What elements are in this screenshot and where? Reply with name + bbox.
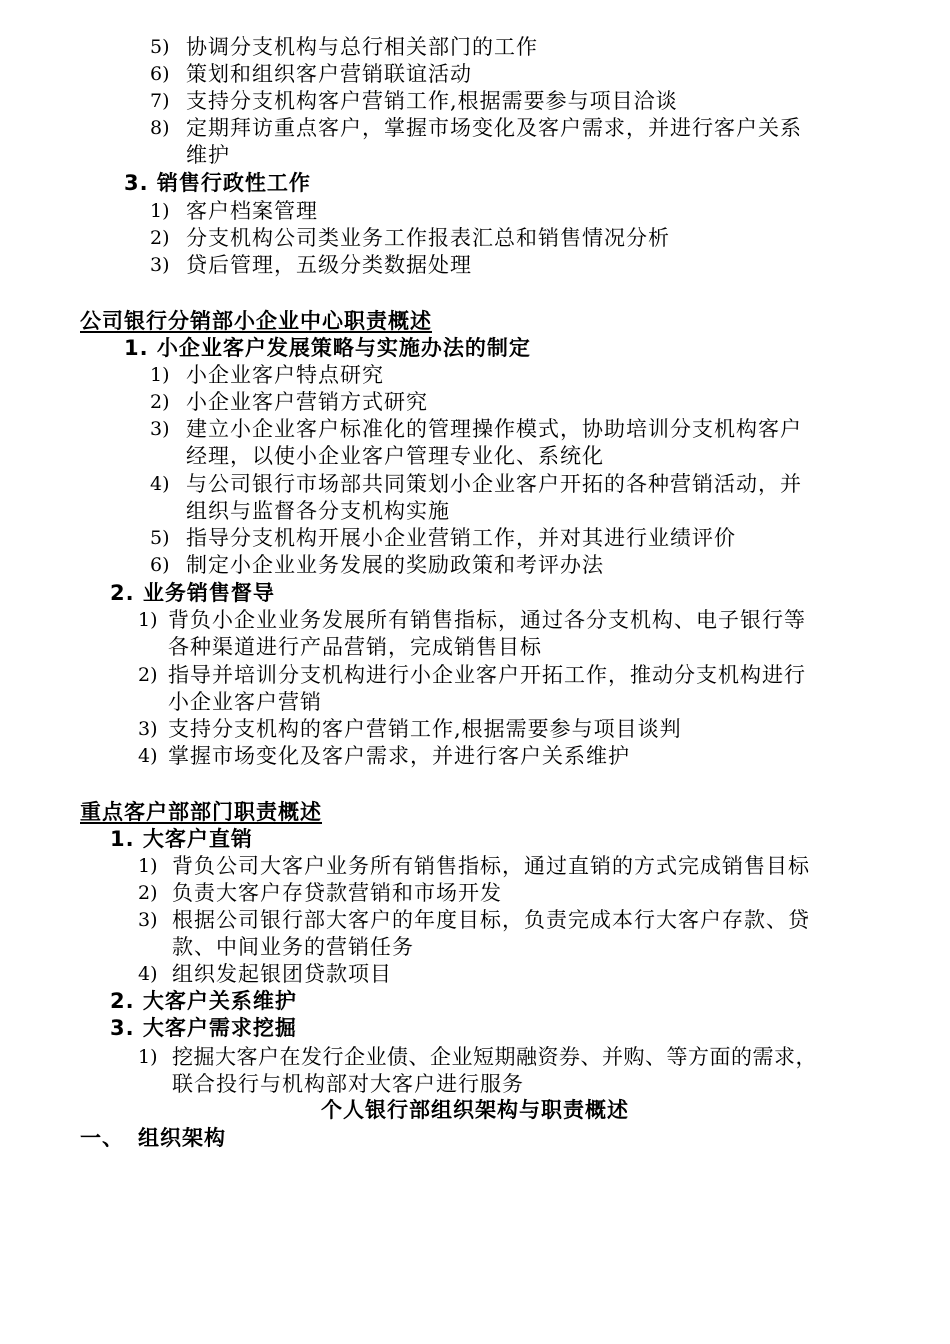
list-item-text: 贷后管理，五级分类数据处理 — [186, 253, 472, 277]
list-item-number: 4) — [138, 745, 158, 767]
list-item-text: 建立小企业客户标准化的管理操作模式，协助培训分支机构客户 — [186, 417, 802, 441]
list-item-continuation: 联合投行与机构部对大客户进行服务 — [172, 1072, 524, 1096]
subsection-heading: 3. 销售行政性工作 — [124, 171, 311, 195]
list-item-number: 7) — [150, 90, 170, 112]
list-item-text: 根据公司银行部大客户的年度目标，负责完成本行大客户存款、贷 — [172, 908, 810, 932]
list-item-number: 3) — [138, 718, 158, 740]
list-item-text: 支持分支机构客户营销工作,根据需要参与项目洽谈 — [186, 89, 678, 113]
list-item-text: 小企业客户特点研究 — [186, 363, 384, 387]
list-item-text: 挖掘大客户在发行企业债、企业短期融资券、并购、等方面的需求， — [172, 1045, 817, 1069]
section-heading: 组织架构 — [138, 1126, 226, 1150]
list-item-number: 3) — [150, 418, 170, 440]
list-item-continuation: 经理，以使小企业客户管理专业化、系统化 — [186, 444, 604, 468]
list-item-number: 5) — [150, 36, 170, 58]
list-item-number: 1) — [138, 609, 158, 631]
list-item-number: 8) — [150, 117, 170, 139]
list-item-continuation: 款、中间业务的营销任务 — [172, 935, 414, 959]
list-item-text: 客户档案管理 — [186, 199, 318, 223]
list-item-number: 2) — [150, 227, 170, 249]
list-item-text: 指导分支机构开展小企业营销工作，并对其进行业绩评价 — [186, 526, 736, 550]
list-item-number: 3) — [150, 254, 170, 276]
subsection-heading: 1. 大客户直销 — [110, 827, 253, 851]
list-item-number: 1) — [150, 200, 170, 222]
list-item-text: 协调分支机构与总行相关部门的工作 — [186, 35, 538, 59]
list-item-continuation: 小企业客户营销 — [168, 690, 322, 714]
list-item-text: 支持分支机构的客户营销工作,根据需要参与项目谈判 — [168, 717, 682, 741]
subsection-heading: 2. 业务销售督导 — [110, 581, 275, 605]
subsection-heading: 2. 大客户关系维护 — [110, 989, 297, 1013]
list-item-number: 2) — [150, 391, 170, 413]
page-title: 个人银行部组织架构与职责概述 — [321, 1098, 629, 1122]
list-item-continuation: 组织与监督各分支机构实施 — [186, 499, 450, 523]
list-item-text: 背负小企业业务发展所有销售指标，通过各分支机构、电子银行等 — [168, 608, 806, 632]
list-item-number: 2) — [138, 664, 158, 686]
list-item-number: 5) — [150, 527, 170, 549]
list-item-text: 与公司银行市场部共同策划小企业客户开拓的各种营销活动，并 — [186, 472, 802, 496]
list-item-text: 分支机构公司类业务工作报表汇总和销售情况分析 — [186, 226, 670, 250]
list-item-number: 2) — [138, 882, 158, 904]
section-title: 公司银行分销部小企业中心职责概述 — [80, 309, 432, 333]
list-item-text: 定期拜访重点客户，掌握市场变化及客户需求，并进行客户关系 — [186, 116, 802, 140]
list-item-text: 负责大客户存贷款营销和市场开发 — [172, 881, 502, 905]
list-item-text: 指导并培训分支机构进行小企业客户开拓工作，推动分支机构进行 — [168, 663, 806, 687]
list-item-text: 小企业客户营销方式研究 — [186, 390, 428, 414]
section-number: 一、 — [80, 1126, 124, 1150]
list-item-text: 组织发起银团贷款项目 — [172, 962, 392, 986]
list-item-number: 4) — [150, 473, 170, 495]
list-item-number: 1) — [138, 855, 158, 877]
list-item-number: 4) — [138, 963, 158, 985]
list-item-continuation: 各种渠道进行产品营销，完成销售目标 — [168, 635, 542, 659]
list-item-text: 掌握市场变化及客户需求，并进行客户关系维护 — [168, 744, 630, 768]
list-item-text: 背负公司大客户业务所有销售指标，通过直销的方式完成销售目标 — [172, 854, 810, 878]
list-item-number: 1) — [150, 364, 170, 386]
list-item-number: 6) — [150, 63, 170, 85]
list-item-continuation: 维护 — [186, 143, 230, 167]
section-title: 重点客户部部门职责概述 — [80, 800, 322, 824]
subsection-heading: 1. 小企业客户发展策略与实施办法的制定 — [124, 336, 531, 360]
subsection-heading: 3. 大客户需求挖掘 — [110, 1016, 297, 1040]
list-item-number: 3) — [138, 909, 158, 931]
list-item-text: 制定小企业业务发展的奖励政策和考评办法 — [186, 553, 604, 577]
list-item-number: 6) — [150, 554, 170, 576]
list-item-text: 策划和组织客户营销联谊活动 — [186, 62, 472, 86]
list-item-number: 1) — [138, 1046, 158, 1068]
